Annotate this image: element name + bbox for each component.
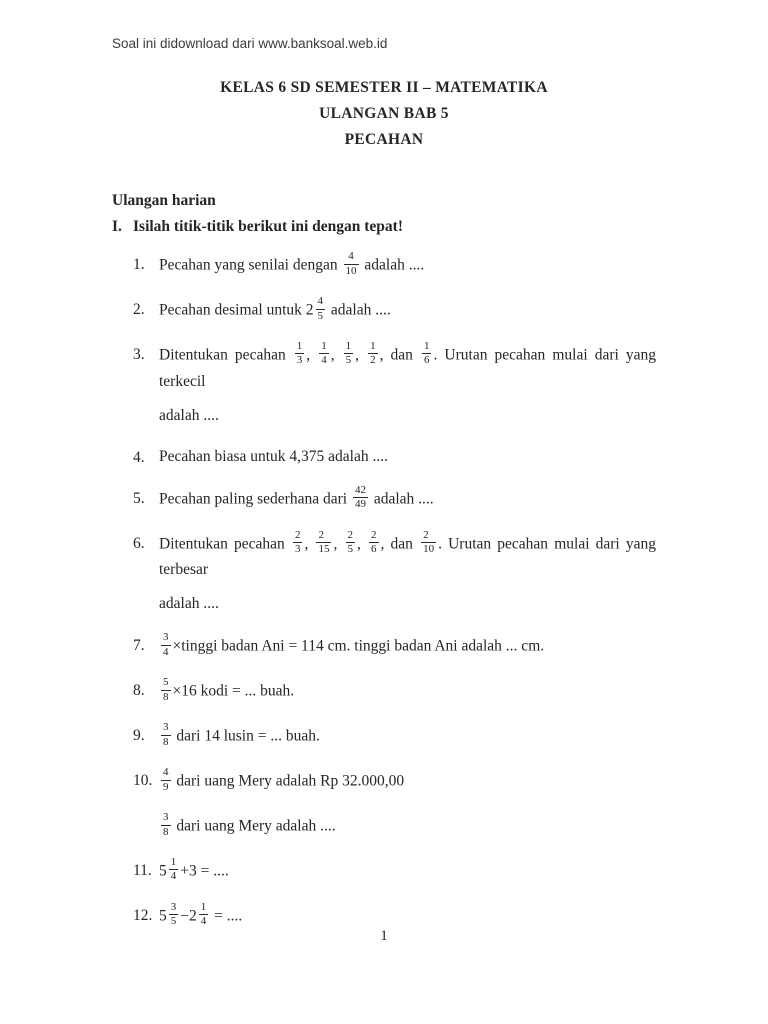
problem-body bbox=[159, 528, 656, 620]
fraction: $\frac{1}{6}$ bbox=[423, 339, 430, 367]
problem-line bbox=[159, 675, 656, 709]
section-heading: Ulangan harian bbox=[112, 192, 216, 209]
fraction: $\frac{4}{9}$ bbox=[163, 766, 169, 793]
problem-line bbox=[159, 442, 656, 472]
problem-text: adalah .... bbox=[369, 490, 434, 508]
problem-text: Pecahan desimal untuk 2 bbox=[159, 301, 314, 319]
problem-text: , bbox=[355, 346, 367, 364]
problem-text: dari uang Mery adalah .... bbox=[172, 817, 336, 835]
source-line: Soal ini didownload dari www.banksoal.web.id bbox=[112, 36, 388, 51]
problem-body bbox=[159, 630, 656, 664]
instruction-roman-numeral: I. bbox=[112, 218, 122, 235]
problem-text: 5 bbox=[159, 907, 167, 925]
fraction: $\frac{2}{10}$ bbox=[423, 528, 435, 556]
problem-number bbox=[133, 810, 159, 844]
problem-text: adalah .... bbox=[159, 595, 219, 613]
problem-text: ×tinggi badan Ani = 114 cm. tinggi badan Ani adalah ... cm. bbox=[172, 637, 545, 655]
problem-text: adalah .... bbox=[159, 406, 219, 424]
problem-line bbox=[159, 765, 656, 799]
fraction: $\frac{1}{4}$ bbox=[321, 339, 327, 367]
problem-item bbox=[133, 339, 656, 431]
document-title-line-2: ULANGAN BAB 5 bbox=[319, 105, 449, 122]
problem-body bbox=[159, 765, 656, 799]
problem-text: , bbox=[333, 535, 344, 552]
problem-item bbox=[133, 855, 656, 889]
problem-text: , dan bbox=[379, 346, 420, 364]
problem-number: 9. bbox=[133, 727, 145, 745]
problem-number: 8. bbox=[133, 682, 145, 700]
problem-text: dari uang Mery adalah Rp 32.000,00 bbox=[172, 772, 405, 790]
problem-item bbox=[133, 442, 656, 472]
problem-number: 4. bbox=[133, 448, 145, 466]
fraction: $\frac{2}{3}$ bbox=[294, 528, 301, 556]
problem-line bbox=[159, 855, 656, 889]
problem-text: dari 14 lusin = ... buah. bbox=[172, 727, 320, 745]
problem-text: , bbox=[330, 346, 342, 364]
fraction: $\frac{4}{10}$ bbox=[345, 250, 357, 277]
problem-item bbox=[133, 720, 656, 754]
problem-body bbox=[159, 294, 656, 328]
problem-item bbox=[133, 249, 656, 283]
problem-text: Ditentukan pecahan bbox=[159, 346, 293, 364]
problem-text: Pecahan biasa untuk 4,375 adalah .... bbox=[159, 447, 388, 465]
problem-line bbox=[159, 630, 656, 664]
problem-line bbox=[159, 401, 656, 431]
fraction: $\frac{3}{8}$ bbox=[163, 721, 169, 748]
fraction: $\frac{1}{5}$ bbox=[345, 339, 352, 367]
fraction: $\frac{3}{4}$ bbox=[163, 631, 169, 659]
problem-number: 10. bbox=[133, 772, 153, 789]
problem-text: Ditentukan pecahan bbox=[159, 535, 291, 552]
problem-number: 6. bbox=[133, 534, 145, 552]
problem-text: Pecahan yang senilai dengan bbox=[159, 256, 342, 274]
problem-body bbox=[159, 675, 656, 709]
problem-line bbox=[159, 528, 656, 586]
fraction: $\frac{2}{5}$ bbox=[347, 528, 353, 556]
problem-body bbox=[159, 249, 656, 283]
problem-text: −2 bbox=[180, 907, 197, 925]
problem-text: , bbox=[306, 346, 318, 364]
problem-text: . Urutan pecahan mulai dari yang terbesar bbox=[159, 535, 657, 579]
fraction: $\frac{3}{8}$ bbox=[163, 810, 169, 838]
problem-text: . Urutan pecahan mulai dari yang terkecil bbox=[159, 346, 656, 390]
fraction: $\frac{1}{2}$ bbox=[370, 339, 376, 367]
problem-text: , dan bbox=[380, 535, 420, 552]
fraction: $\frac{1}{4}$ bbox=[200, 900, 207, 928]
problem-text: , bbox=[357, 535, 368, 552]
problem-line bbox=[159, 294, 656, 328]
page-number: 1 bbox=[380, 928, 388, 944]
problem-number: 7. bbox=[133, 637, 145, 655]
instruction-text: Isilah titik-titik berikut ini dengan tepat! bbox=[133, 218, 403, 235]
problem-line bbox=[159, 483, 656, 517]
instruction-row bbox=[112, 215, 656, 239]
fraction: $\frac{3}{5}$ bbox=[170, 900, 177, 928]
problem-item bbox=[133, 294, 656, 328]
fraction: $\frac{1}{3}$ bbox=[296, 339, 303, 367]
problem-number: 3. bbox=[133, 345, 145, 363]
fraction: $\frac{2}{15}$ bbox=[318, 528, 330, 556]
problem-text: +3 = .... bbox=[180, 862, 229, 880]
problem-text: adalah .... bbox=[360, 256, 425, 274]
problem-body bbox=[159, 483, 656, 517]
problem-number: 5. bbox=[133, 489, 145, 507]
document-title-line-1: KELAS 6 SD SEMESTER II – MATEMATIKA bbox=[220, 79, 548, 96]
problem-number: 1. bbox=[133, 256, 145, 273]
document-title-line-3: PECAHAN bbox=[344, 131, 424, 148]
fraction: $\frac{42}{49}$ bbox=[354, 483, 366, 511]
problem-body bbox=[159, 442, 656, 472]
fraction: $\frac{2}{6}$ bbox=[371, 528, 377, 556]
problem-line bbox=[159, 589, 656, 619]
problem-body bbox=[159, 855, 656, 889]
problem-number: 2. bbox=[133, 300, 145, 318]
problem-text: 5 bbox=[159, 862, 167, 880]
problem-text: = .... bbox=[210, 907, 243, 925]
problem-number: 11. bbox=[133, 861, 152, 879]
fraction: $\frac{4}{5}$ bbox=[317, 294, 324, 322]
problem-body bbox=[159, 810, 656, 844]
problem-item bbox=[133, 483, 656, 517]
problem-line bbox=[159, 339, 656, 397]
problem-item bbox=[133, 765, 656, 799]
problem-item bbox=[133, 528, 656, 620]
problem-list bbox=[133, 249, 656, 934]
fraction: $\frac{1}{4}$ bbox=[170, 855, 177, 883]
fraction: $\frac{5}{8}$ bbox=[163, 676, 169, 703]
problem-text: ×16 kodi = ... buah. bbox=[172, 682, 295, 700]
problem-line bbox=[159, 720, 656, 754]
problem-number: 12. bbox=[133, 906, 153, 924]
problem-line bbox=[159, 249, 656, 283]
problem-body bbox=[159, 339, 656, 431]
problem-text: adalah .... bbox=[327, 301, 391, 319]
problem-body bbox=[159, 720, 656, 754]
problem-item bbox=[133, 675, 656, 709]
problem-text: , bbox=[304, 535, 315, 552]
problem-item bbox=[133, 630, 656, 664]
problem-item bbox=[133, 810, 656, 844]
problem-text: Pecahan paling sederhana dari bbox=[159, 490, 351, 508]
problem-line bbox=[159, 810, 656, 844]
